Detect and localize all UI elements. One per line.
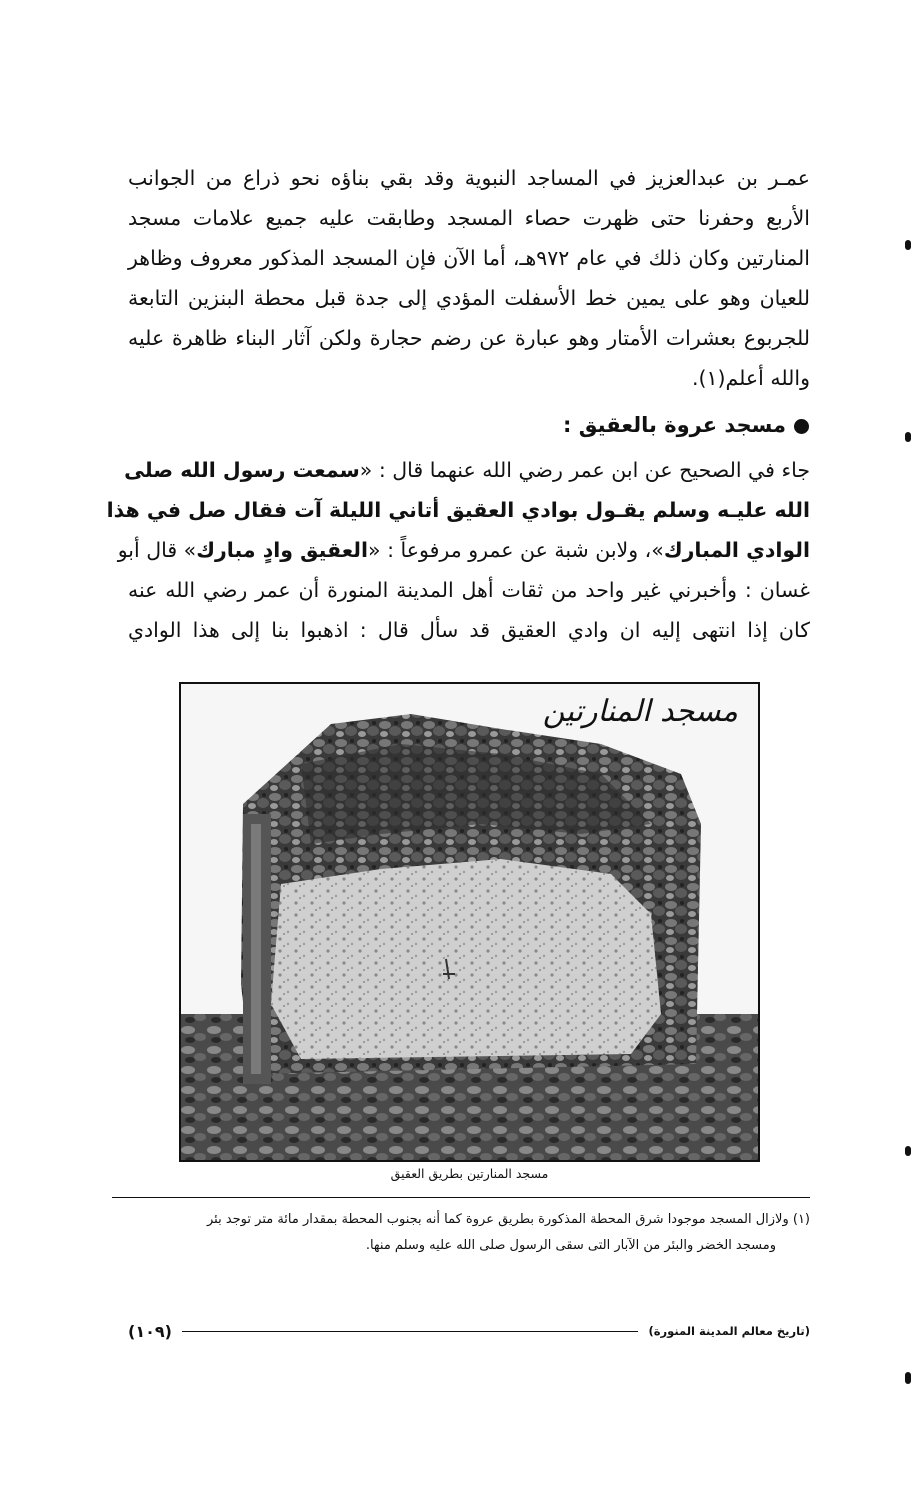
bullet-icon [794, 419, 809, 434]
page-number: (١٠٩) [128, 1321, 172, 1341]
hadith-quote: الوادي المبارك [663, 538, 810, 562]
paragraph-one [128, 158, 810, 398]
mosque-photo [179, 682, 760, 1162]
text-line [124, 450, 810, 490]
scan-edge-mark [905, 1372, 911, 1384]
hadith-quote: الله عليـه وسلم يقـول بوادي العقيق أتاني الليلة آت فقال صل في هذا [106, 498, 810, 522]
section-heading-text: مسجد عروة بالعقيق : [563, 413, 786, 437]
text-run: جاء في الصحيح عن ابن عمر رضي الله عنهما قال : « [359, 458, 810, 482]
scan-edge-mark [905, 1146, 911, 1156]
text-line: المنارتين وكان ذلك في عام ٩٧٢هـ، أما الآن فإن المسجد المذكور معروف وظاهر [128, 246, 811, 270]
book-title: (تاريخ معالم المدينة المنورة) [648, 1324, 810, 1338]
text-line: والله أعلم(١). [691, 366, 810, 390]
text-line: عمـر بن عبدالعزيز في المساجد النبوية وقد بقي بناؤه نحو ذراع من الجوانب [128, 166, 810, 190]
footnote [120, 1207, 810, 1259]
hadith-quote: سمعت رسول الله صلى [124, 458, 360, 482]
text-line: للعيان وهو على يمين خط الأسفلت المؤدي إلى جدة قبل محطة البنزين التابعة [128, 286, 810, 310]
text-line [117, 530, 810, 570]
text-line: الأربع وحفرنا حتى ظهرت حصاء المسجد وطابقت عليه جميع علامات مسجد [128, 206, 810, 230]
text-line: للجربوع بعشرات الأمتار وهو عبارة عن رضم حجارة ولكن آثار البناء ظاهرة عليه [128, 326, 810, 350]
scan-edge-mark [905, 432, 911, 442]
footnote-line: ومسجد الخضر والبئر من الآبار التى سقى الرسول صلى الله عليه وسلم منها. [365, 1238, 776, 1253]
hadith-quote: العقيق وادٍ مبارك [196, 538, 369, 562]
footnote-divider [112, 1197, 810, 1198]
text-run: »، ولابن شبة عن عمرو مرفوعاً : « [368, 538, 664, 562]
text-line: غسان : وأخبرني غير واحد من ثقات أهل المدينة المنورة أن عمر رضي الله عنه [128, 578, 810, 602]
footer-rule [182, 1331, 639, 1332]
paragraph-two [106, 450, 810, 650]
photo-caption: مسجد المنارتين بطريق العقيق [390, 1166, 549, 1181]
text-run: » قال أبو [117, 538, 197, 562]
page-footer [128, 1318, 810, 1344]
section-heading [563, 405, 809, 445]
text-line: كان إذا انتهى إليه ان وادي العقيق قد سأل قال : اذهبوا بنا إلى هذا الوادي [128, 618, 810, 642]
footnote-line: (١) ولازال المسجد موجودا شرق المحطة المذكورة بطريق عروة كما أنه بجنوب المحطة بمقدار مائة متر توجد بئر [206, 1212, 810, 1227]
scan-edge-mark [905, 240, 911, 250]
photo-handwritten-label: مسجد المنارتين [542, 694, 738, 729]
mosque-ruin-image [181, 684, 758, 1160]
